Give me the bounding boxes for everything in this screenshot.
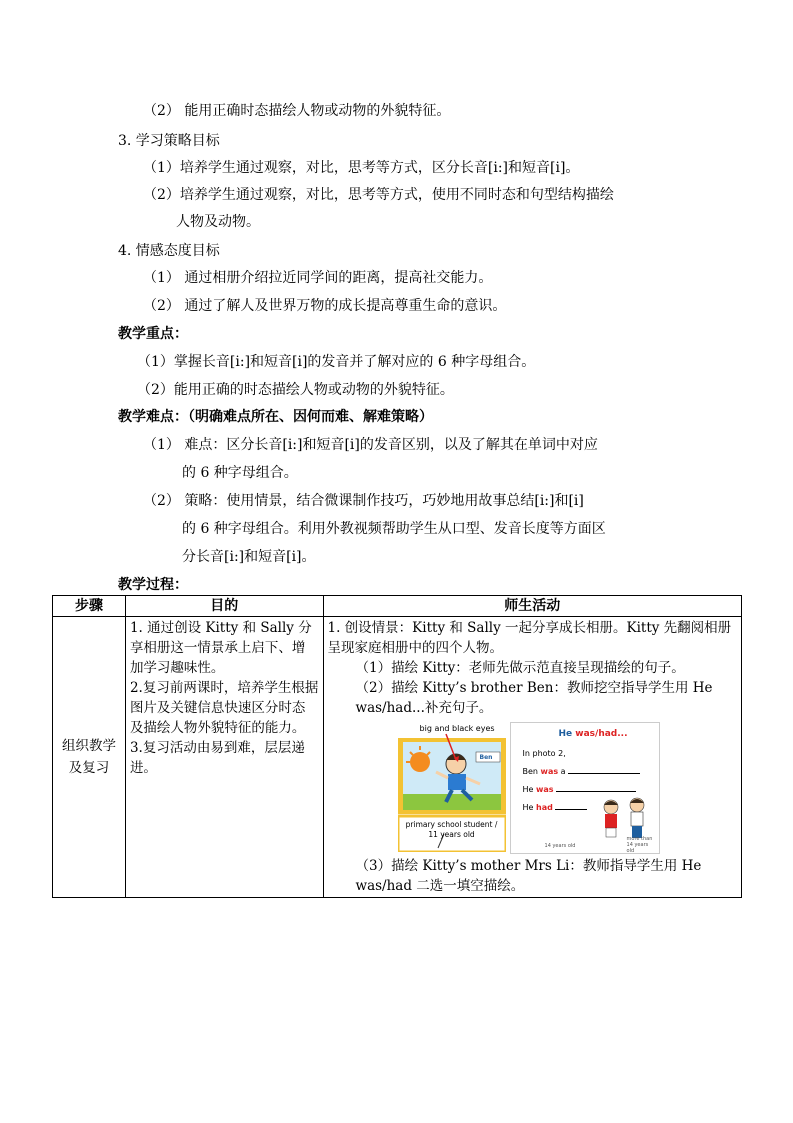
worksheet-line-1: In photo 2,	[522, 749, 566, 758]
blank-2	[556, 791, 636, 792]
attitude-heading: 4. 情感态度目标	[118, 243, 220, 259]
activity-cell	[323, 617, 741, 898]
activity-item-1: （1）描绘 Kitty：老师先做示范直接呈现描绘的句子。	[355, 660, 685, 676]
activity-intro: 1. 创设情景：Kitty 和 Sally 一起分享成长相册。Kitty 先翻阅相册呈现家庭相册中的四个人物。	[327, 620, 732, 656]
purpose-3: 3.复习活动由易到难，层层递进。	[129, 740, 305, 776]
objective-line-1: （2） 能用正确时态描绘人物或动物的外貌特征。	[143, 103, 451, 119]
activity-item-3: （3）描绘 Kitty’s mother Mrs Li：教师指导学生用 He was/had 二选一填空描绘。	[355, 858, 702, 894]
key-point-2: （2）能用正确的时态描绘人物或动物的外貌特征。	[137, 382, 454, 398]
blank-3	[555, 809, 587, 810]
kids-icon	[597, 797, 655, 841]
ben-name-tag: Ben	[479, 754, 493, 761]
line4-had: had	[536, 803, 553, 812]
photo-ben	[398, 722, 506, 852]
purpose-2: 2.复习前两课时，培养学生根据图片及关键信息快速区分时态及描绘人物外貌特征的能力。	[129, 680, 319, 736]
strategy-line-2-cont: 人物及动物。	[176, 214, 260, 230]
line2-ben: Ben	[522, 767, 541, 776]
line3-was: was	[536, 785, 554, 794]
strategy-line-2: （2）培养学生通过观察，对比，思考等方式，使用不同时态和句型结构描绘	[143, 187, 614, 203]
worksheet-title	[559, 729, 628, 739]
title-he: He	[558, 729, 576, 739]
line4-he: He	[522, 803, 536, 812]
purpose-1: 1. 通过创设 Kitty 和 Sally 分享相册这一情景承上启下、增加学习趣味性。	[129, 620, 312, 676]
line2-was: was	[540, 767, 559, 776]
title-was-had: was/had...	[575, 729, 628, 739]
blank-1	[568, 773, 640, 774]
caption-student: primary school student / 11 years old	[405, 820, 498, 839]
worksheet-line-2	[523, 767, 641, 777]
worksheet-panel	[510, 722, 660, 854]
worksheet-line-4	[523, 803, 588, 813]
step-label: 组织教学及复习	[61, 738, 116, 776]
process-heading: 教学过程：	[118, 577, 188, 593]
caption-eyes: big and black eyes	[419, 724, 495, 733]
header-step: 步骤	[53, 596, 126, 617]
strategy-line-a: （2） 策略：使用情景，结合微课制作技巧，巧妙地用故事总结[i:]和[i]	[143, 493, 584, 509]
difficulty-line-1: （1） 难点：区分长音[i:]和短音[i]的发音区别，以及了解其在单词中对应	[143, 437, 598, 453]
lesson-figure	[398, 722, 658, 852]
header-activity: 师生活动	[323, 596, 741, 617]
step-cell	[53, 617, 126, 898]
difficulty-line-2: 的 6 种字母组合。	[182, 465, 298, 481]
header-purpose: 目的	[125, 596, 323, 617]
key-point-1: （1）掌握长音[i:]和短音[i]的发音并了解对应的 6 种字母组合。	[137, 354, 536, 370]
worksheet-line-3	[523, 785, 637, 795]
attitude-line-1: （1） 通过相册介绍拉近同学间的距离，提高社交能力。	[143, 270, 493, 286]
difficulty-heading: 教学难点：（明确难点所在、因何而难、解难策略）	[118, 409, 433, 425]
line2-a: a	[558, 767, 566, 776]
key-points-heading: 教学重点：	[118, 326, 188, 342]
strategy-heading: 3. 学习策略目标	[118, 133, 220, 149]
purpose-cell	[125, 617, 323, 898]
age-right: more than 14 years old	[626, 836, 653, 854]
age-left: 14 years old	[544, 843, 576, 849]
attitude-line-2: （2） 通过了解人及世界万物的成长提高尊重生命的意识。	[143, 298, 507, 314]
strategy-line-b: 的 6 种字母组合。利用外教视频帮助学生从口型、发音长度等方面区	[182, 521, 606, 537]
strategy-line-1: （1）培养学生通过观察，对比，思考等方式，区分长音[i:]和短音[i]。	[143, 160, 580, 176]
process-table	[52, 595, 742, 898]
line3-he: He	[522, 785, 536, 794]
activity-item-2: （2）描绘 Kitty’s brother Ben：教师挖空指导学生用 He was/had...补充句子。	[355, 680, 713, 716]
strategy-line-c: 分长音[i:]和短音[i]。	[182, 549, 316, 565]
